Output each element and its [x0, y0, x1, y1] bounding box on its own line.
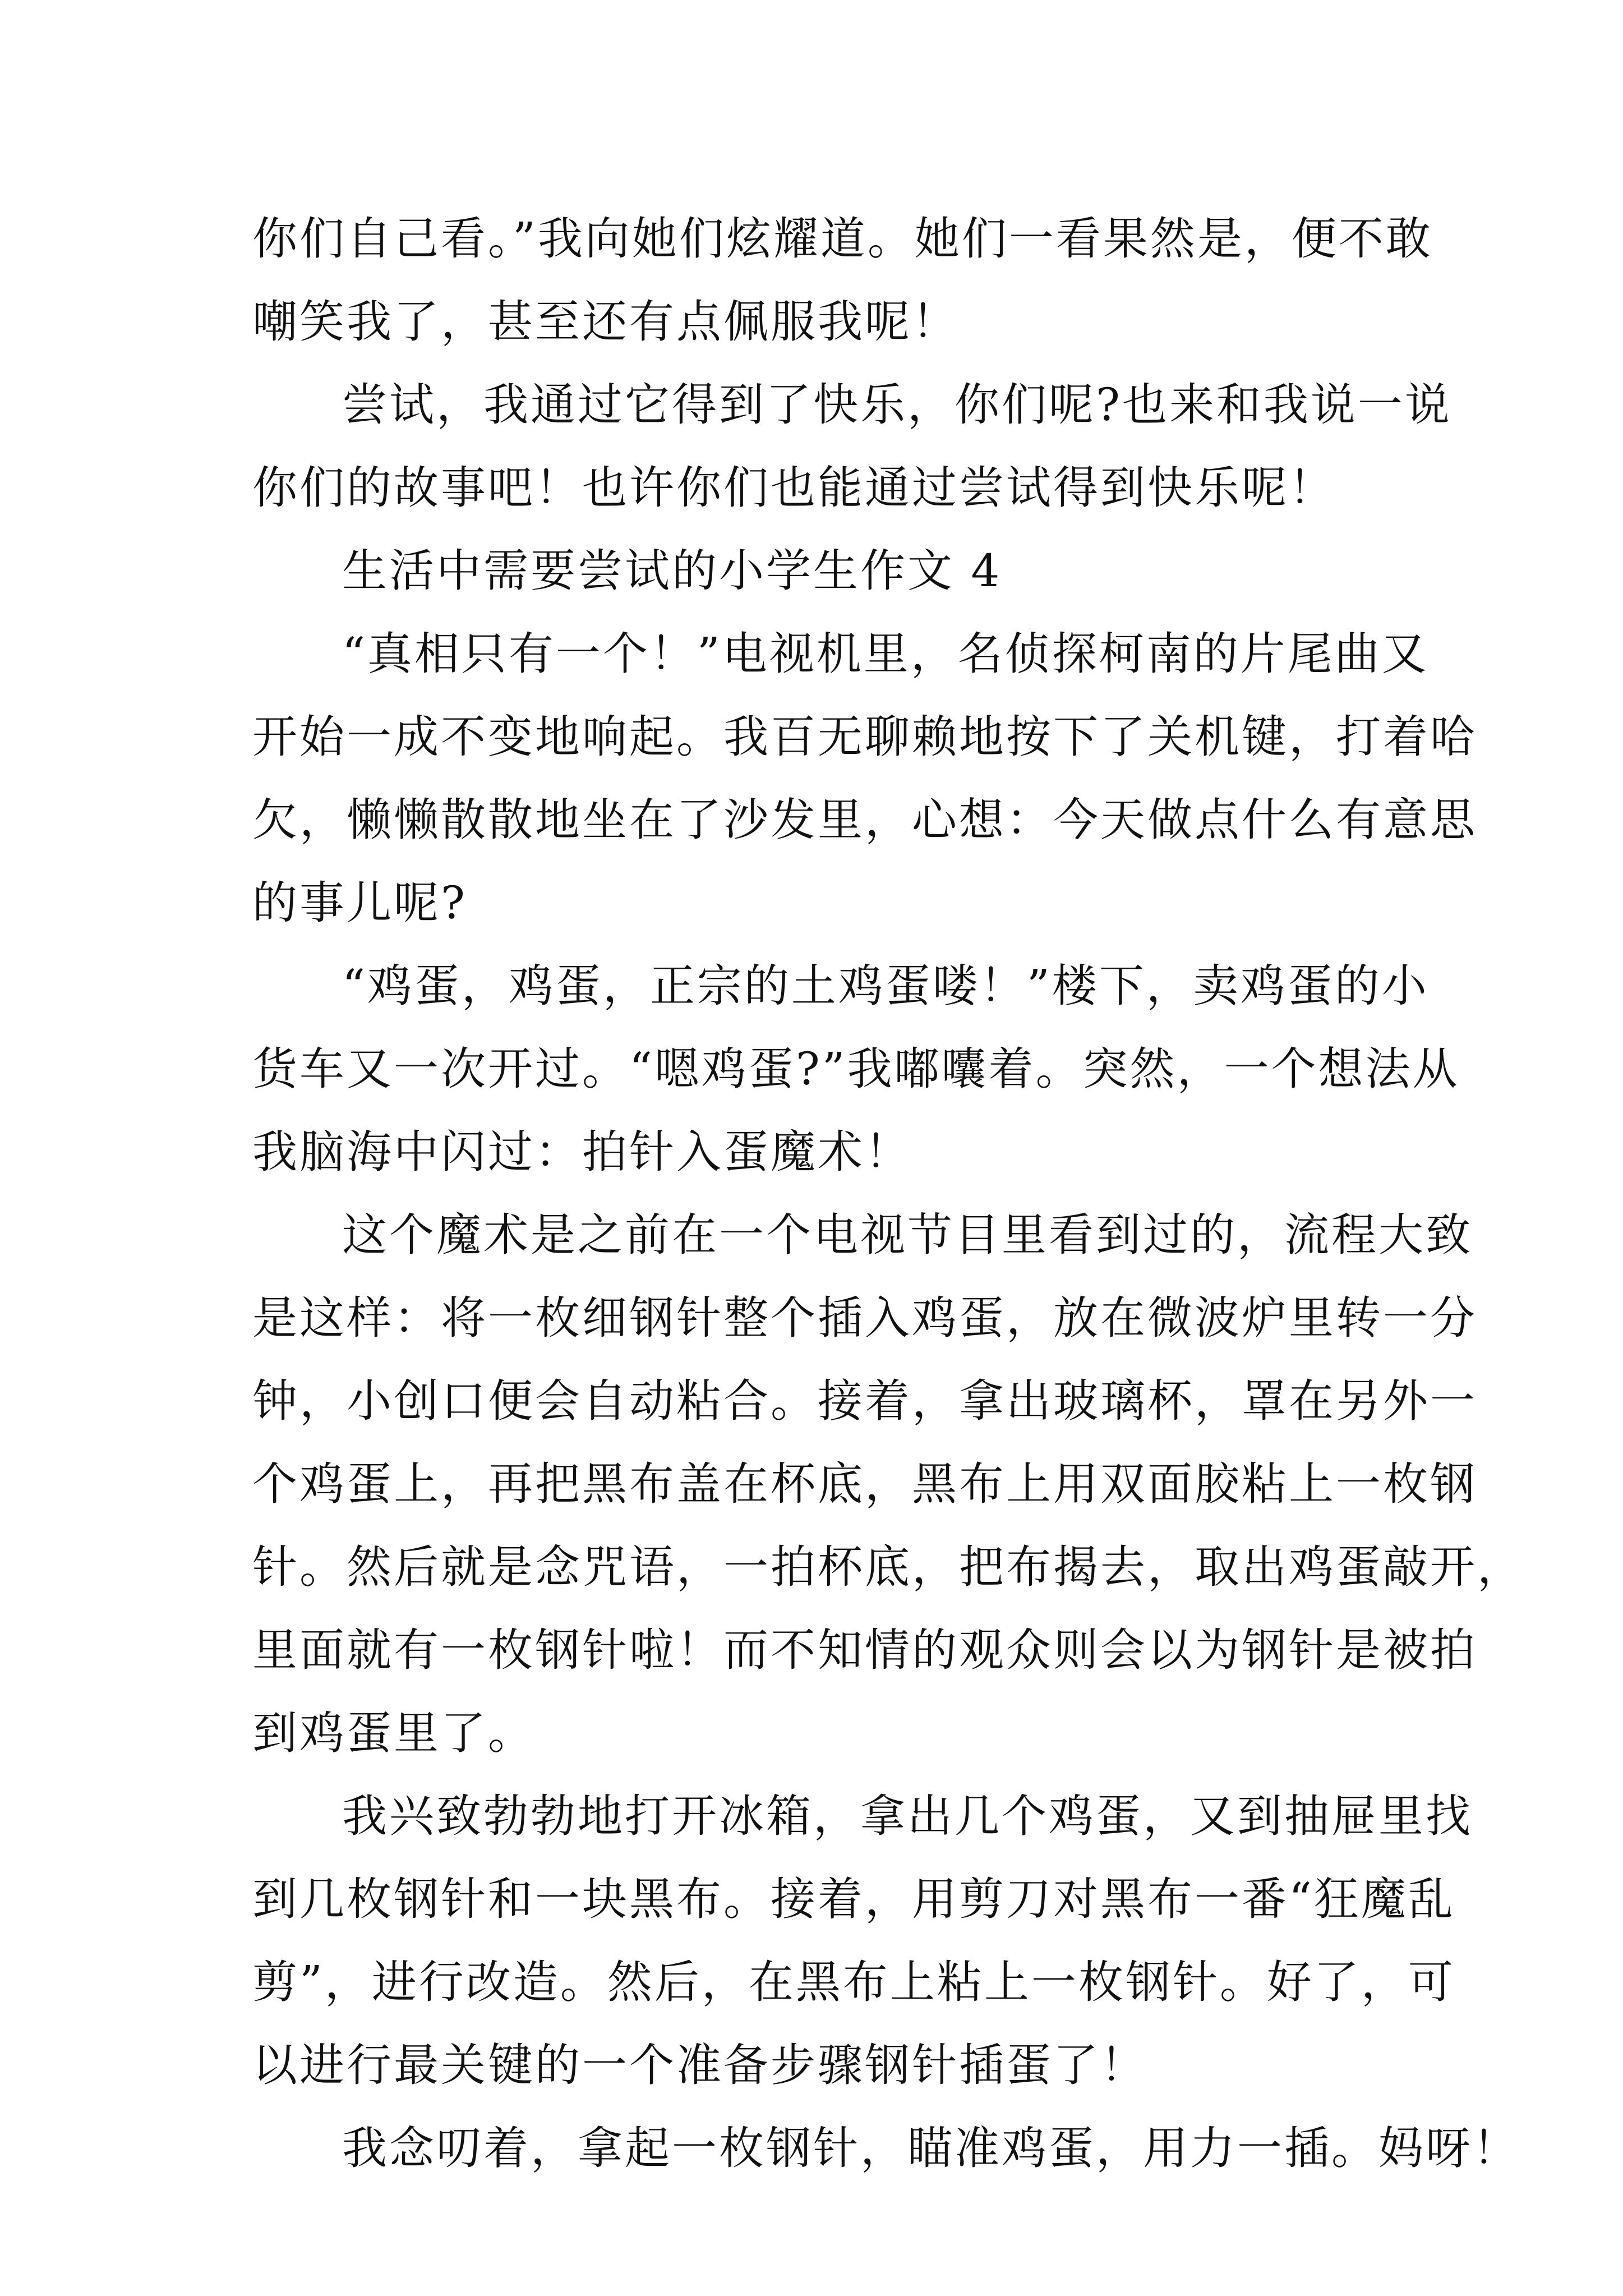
- text-line: “鸡蛋，鸡蛋，正宗的土鸡蛋喽！”楼下，卖鸡蛋的小: [342, 960, 1429, 1012]
- text-line: 我念叨着，拿起一枚钢针，瞄准鸡蛋，用力一插。妈呀！: [342, 2122, 1520, 2174]
- text-line: 我脑海中闪过：拍针入蛋魔术！: [252, 1126, 912, 1178]
- text-line: 剪”，进行改造。然后，在黑布上粘上一枚钢针。好了，可: [252, 1956, 1455, 2008]
- text-line: 货车又一次开过。“嗯鸡蛋?”我嘟囔着。突然，一个想法从: [252, 1043, 1460, 1095]
- text-line: 你们自己看。”我向她们炫耀道。她们一看果然是，便不敢: [252, 213, 1433, 265]
- text-line: “真相只有一个！”电视机里，名侦探柯南的片尾曲又: [342, 628, 1429, 680]
- text-line: 个鸡蛋上，再把黑布盖在杯底，黑布上用双面胶粘上一枚钢: [252, 1458, 1477, 1510]
- text-line: 你们的故事吧！也许你们也能通过尝试得到快乐呢！: [252, 462, 1336, 514]
- essay-body: [252, 197, 1524, 2190]
- essay-heading: 生活中需要尝试的小学生作文 4: [342, 545, 1002, 597]
- text-line: 钟，小创口便会自动粘合。接着，拿出玻璃杯，罩在另外一: [252, 1375, 1477, 1427]
- text-line: 尝试，我通过它得到了快乐，你们呢?也来和我说一说: [342, 379, 1452, 431]
- text-line: 欠，懒懒散散地坐在了沙发里，心想：今天做点什么有意思: [252, 794, 1477, 846]
- text-line: 到几枚钢针和一块黑布。接着，用剪刀对黑布一番“狂魔乱: [252, 1873, 1455, 1925]
- text-line: 针。然后就是念咒语，一拍杯底，把布揭去，取出鸡蛋敲开，: [252, 1541, 1524, 1593]
- text-line: 是这样：将一枚细钢针整个插入鸡蛋，放在微波炉里转一分: [252, 1292, 1477, 1344]
- text-line: 我兴致勃勃地打开冰箱，拿出几个鸡蛋，又到抽屉里找: [342, 1790, 1473, 1842]
- text-line: 到鸡蛋里了。: [252, 1707, 535, 1759]
- text-line: 的事儿呢?: [252, 877, 467, 929]
- text-line: 这个魔术是之前在一个电视节目里看到过的，流程大致: [342, 1209, 1473, 1261]
- text-line: 开始一成不变地响起。我百无聊赖地按下了关机键，打着哈: [252, 711, 1477, 763]
- text-line: 嘲笑我了，甚至还有点佩服我呢！: [252, 296, 959, 348]
- text-line: 以进行最关键的一个准备步骤钢针插蛋了！: [252, 2039, 1147, 2091]
- text-line: 里面就有一枚钢针啦！而不知情的观众则会以为钢针是被拍: [252, 1624, 1477, 1676]
